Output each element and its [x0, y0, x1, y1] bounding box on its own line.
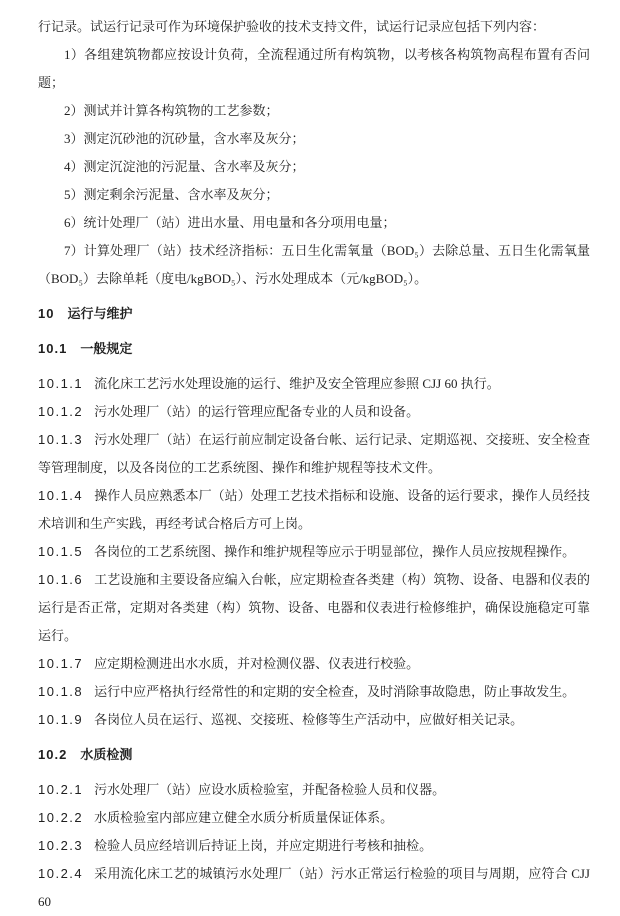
- numbered-list-item-5: 5）测定剩余污泥量、含水率及灰分；: [64, 187, 279, 202]
- clause-text: 工艺设施和主要设备应编入台帐，应定期检查各类建（构）筑物、设备、电器和仪表的运行是否正常，定期对各类建（构）筑物、设备、电器和仪表进行检修维护，确保设施稳定可靠运行。: [38, 572, 590, 643]
- clause-text: 流化床工艺污水处理设施的运行、维护及安全管理应参照 CJJ 60 执行。: [94, 376, 500, 391]
- clause-text: 运行中应严格执行经常性的和定期的安全检查，及时消除事故隐患，防止事故发生。: [94, 684, 576, 699]
- clause-text: 水质检验室内部应建立健全水质分析质量保证体系。: [94, 810, 394, 825]
- clause-number: 10.1.2: [38, 404, 84, 419]
- clause-10-1-8: [38, 678, 590, 706]
- clause-10-1-2: [38, 398, 590, 426]
- section-heading-10-2: [38, 741, 590, 769]
- clause-10-1-7: [38, 650, 590, 678]
- clause-text: 污水处理厂（站）的运行管理应配备专业的人员和设备。: [94, 404, 420, 419]
- chapter-heading-10: [38, 300, 590, 328]
- clause-10-1-1: [38, 370, 590, 398]
- clause-number: 10.1.3: [38, 432, 84, 447]
- numbered-list-item-7: 7）计算处理厂（站）技术经济指标：五日生化需氧量（BOD₅）去除总量、五日生化需氧量（BOD₅）去除单耗（度电/kgBOD₅）、污水处理成本（元/kgBOD₅）。: [38, 243, 590, 286]
- clause-text: 污水处理厂（站）应设水质检验室，并配备检验人员和仪器。: [94, 782, 446, 797]
- heading-title: 运行与维护: [67, 306, 133, 321]
- heading-number: 10.2: [38, 747, 68, 762]
- clause-text: 污水处理厂（站）在运行前应制定设备台帐、运行记录、定期巡视、交接班、安全检查等管理制度，以及各岗位的工艺系统图、操作和维护规程等技术文件。: [38, 432, 590, 475]
- clause-10-1-9: [38, 706, 590, 734]
- clause-number: 10.2.4: [38, 866, 84, 881]
- clause-text: 各岗位人员在运行、巡视、交接班、检修等生产活动中，应做好相关记录。: [94, 712, 524, 727]
- clause-10-2-1: [38, 776, 590, 804]
- clause-text: 采用流化床工艺的城镇污水处理厂（站）污水正常运行检验的项目与周期，应符合 CJJ 60: [38, 866, 590, 909]
- clause-10-1-3: [38, 426, 590, 482]
- numbered-list-item-1: 1）各组建筑物都应按设计负荷，全流程通过所有构筑物，以考核各构筑物高程布置有否问题；: [38, 47, 590, 90]
- clause-text: 检验人员应经培训后持证上岗，并应定期进行考核和抽检。: [94, 838, 433, 853]
- clause-number: 10.2.2: [38, 810, 84, 825]
- clause-10-2-3: [38, 832, 590, 860]
- clause-number: 10.1.1: [38, 376, 84, 391]
- clause-text: 应定期检测进出水水质，并对检测仪器、仪表进行校验。: [94, 656, 420, 671]
- clause-number: 10.2.3: [38, 838, 84, 853]
- clause-number: 10.1.8: [38, 684, 84, 699]
- clause-number: 10.1.9: [38, 712, 84, 727]
- numbered-list-item-4: 4）测定沉淀池的污泥量、含水率及灰分；: [64, 159, 305, 174]
- clause-10-2-4: [38, 860, 590, 916]
- heading-number: 10: [38, 306, 55, 321]
- heading-title: 水质检测: [80, 747, 133, 762]
- clause-number: 10.1.6: [38, 572, 84, 587]
- clause-number: 10.2.1: [38, 782, 84, 797]
- numbered-list-item-6: 6）统计处理厂（站）进出水量、用电量和各分项用电量；: [64, 215, 396, 230]
- section-heading-10-1: [38, 335, 590, 363]
- clause-10-1-5: [38, 538, 590, 566]
- clause-number: 10.1.5: [38, 544, 84, 559]
- numbered-list-item-2: 2）测试并计算各构筑物的工艺参数；: [64, 103, 279, 118]
- clause-text: 各岗位的工艺系统图、操作和维护规程等应示于明显部位，操作人员应按规程操作。: [94, 544, 576, 559]
- heading-title: 一般规定: [80, 341, 133, 356]
- clause-number: 10.1.7: [38, 656, 84, 671]
- clause-text: 操作人员应熟悉本厂（站）处理工艺技术指标和设施、设备的运行要求，操作人员经技术培训和生产实践，再经考试合格后方可上岗。: [38, 488, 590, 531]
- clause-10-2-2: [38, 804, 590, 832]
- intro-paragraph: 行记录。试运行记录可作为环境保护验收的技术支持文件，试运行记录应包括下列内容：: [38, 19, 546, 34]
- clause-number: 10.1.4: [38, 488, 84, 503]
- heading-number: 10.1: [38, 341, 68, 356]
- clause-10-1-6: [38, 566, 590, 650]
- numbered-list-item-3: 3）测定沉砂池的沉砂量，含水率及灰分；: [64, 131, 305, 146]
- clause-10-1-4: [38, 482, 590, 538]
